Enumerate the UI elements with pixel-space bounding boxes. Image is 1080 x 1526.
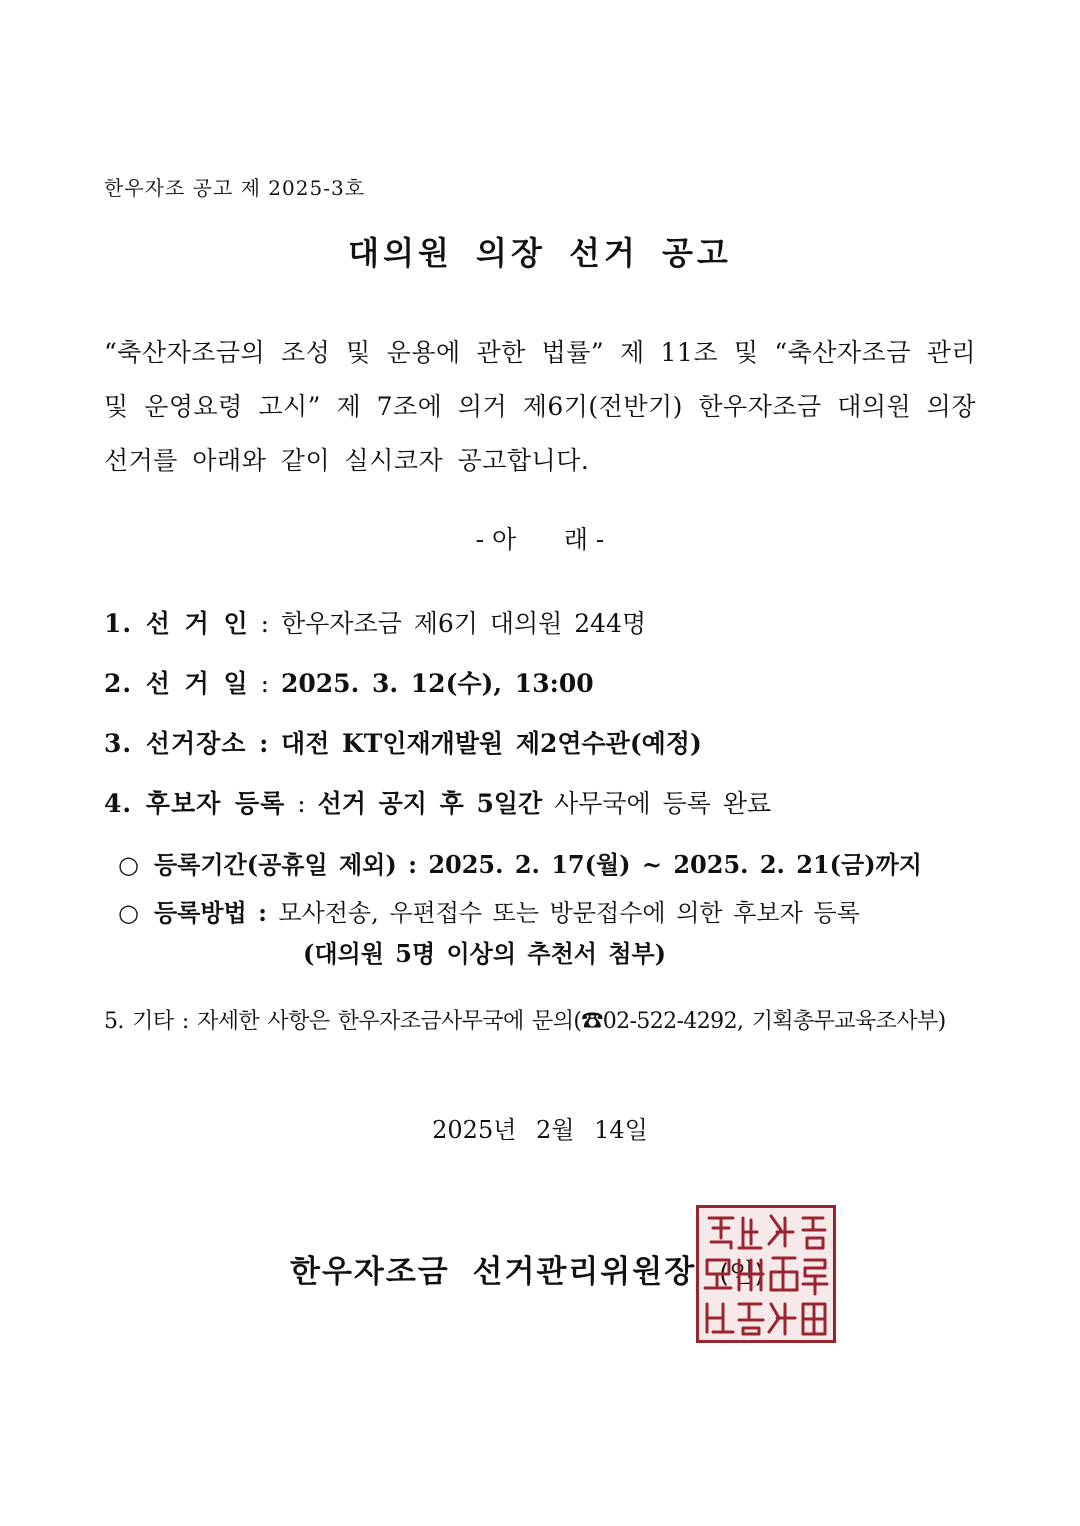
sub-item-value: 2025. 2. 17(월) ~ 2025. 2. 21(금)까지 — [428, 850, 922, 879]
item-other-inquiry: 5. 기타 : 자세한 사항은 한우자조금사무국에 문의(☎02-522-4292, 기획총무교육조사부) — [104, 1009, 946, 1034]
item-label: 1. 선 거 인 — [104, 609, 249, 638]
sub-item-value: 모사전송, 우편접수 또는 방문접수에 의한 후보자 등록 — [278, 899, 860, 927]
signer-title: 한우자조금 선거관리위원장 — [290, 1254, 697, 1290]
seal-mark: (인) — [718, 1259, 765, 1289]
sub-item-note: (대의원 5명 이상의 추천서 첨부) — [303, 939, 667, 968]
intro-paragraph: “축산자조금의 조성 및 운용에 관한 법률” 제 11조 및 “축산자조금 관리 및 운영요령 고시” 제 7조에 의거 제6기(전반기) 한우자조금 대의원 의장 선거를 아래와 같이 실시코자 공고합니다. — [104, 338, 976, 475]
item-label: 3. 선거장소 — [104, 729, 247, 758]
item-separator: : — [248, 609, 281, 638]
item-value: 한우자조금 제6기 대의원 244명 — [281, 609, 647, 638]
item-separator: : — [285, 789, 318, 818]
item-value: 사무국에 등록 완료 — [542, 789, 772, 818]
sub-item-separator: : — [246, 898, 279, 927]
below-marker: - 아 래 - — [475, 525, 605, 554]
sub-item-period — [118, 845, 922, 880]
item-candidate-registration — [104, 784, 771, 820]
sub-item-label: 등록방법 — [154, 898, 247, 927]
notice-number: 한우자조 공고 제 2025-3호 — [104, 176, 366, 200]
item-value-emphasis: 선거 공지 후 5일간 — [317, 789, 543, 818]
circle-bullet-icon: ○ — [118, 851, 139, 879]
item-separator: : — [246, 729, 282, 758]
signer-line — [290, 1246, 764, 1291]
sub-item-label: 등록기간(공휴일 제외) — [154, 850, 397, 879]
sub-item-separator: : — [396, 850, 429, 879]
circle-bullet-icon: ○ — [118, 899, 139, 927]
item-separator: : — [248, 669, 281, 698]
item-electors — [104, 604, 646, 640]
item-label: 4. 후보자 등록 — [104, 789, 286, 818]
item-election-date — [104, 664, 594, 700]
sub-item-method — [118, 893, 860, 928]
item-value: 대전 KT인재개발원 제2연수관(예정) — [281, 729, 702, 758]
item-election-venue — [104, 724, 702, 760]
document-title: 대의원 의장 선거 공고 — [348, 234, 732, 272]
item-value: 2025. 3. 12(수), 13:00 — [281, 669, 594, 698]
issue-date: 2025년 2월 14일 — [432, 1116, 648, 1144]
item-label: 2. 선 거 일 — [104, 669, 249, 698]
seal-icon — [699, 1208, 833, 1340]
official-seal-stamp — [696, 1205, 836, 1343]
